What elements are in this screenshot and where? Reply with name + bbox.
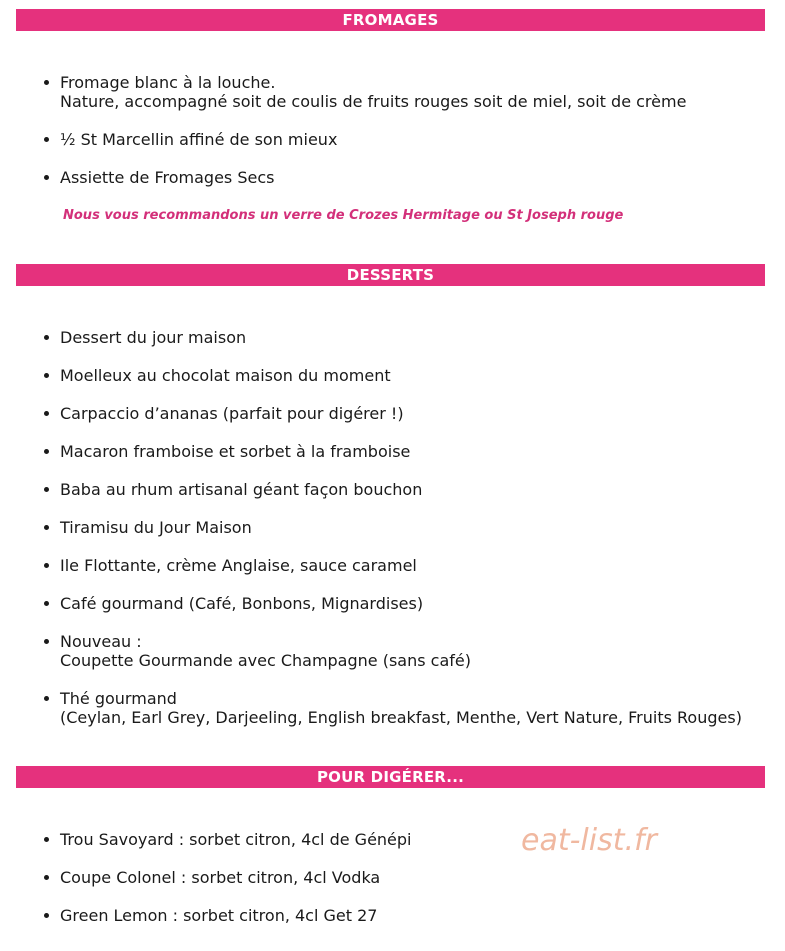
section-header-pour-digerer: POUR DIGÉRER... <box>16 766 765 788</box>
bullet-icon <box>44 449 49 454</box>
bullet-icon <box>44 487 49 492</box>
item-line: Carpaccio d’ananas (parfait pour digérer !) <box>60 404 404 423</box>
item-line: Tiramisu du Jour Maison <box>60 518 252 537</box>
item-line: Nouveau : <box>60 632 142 651</box>
list-item <box>60 442 780 461</box>
list-item <box>60 404 780 423</box>
item-line: Baba au rhum artisanal géant façon bouchon <box>60 480 423 499</box>
item-line: Green Lemon : sorbet citron, 4cl Get 27 <box>60 906 378 925</box>
item-line: Coupette Gourmande avec Champagne (sans café) <box>60 651 471 670</box>
item-line: (Ceylan, Earl Grey, Darjeeling, English breakfast, Menthe, Vert Nature, Fruits Rouges) <box>60 708 742 727</box>
list-item <box>60 830 780 849</box>
bullet-icon <box>44 137 49 142</box>
bullet-icon <box>44 875 49 880</box>
item-line: Trou Savoyard : sorbet citron, 4cl de Génépi <box>60 830 412 849</box>
list-item <box>60 632 780 670</box>
list-item <box>60 906 780 925</box>
bullet-icon <box>44 411 49 416</box>
watermark-logo: eat-list.fr <box>521 823 657 858</box>
item-line: Moelleux au chocolat maison du moment <box>60 366 391 385</box>
list-item <box>60 328 780 347</box>
list-item <box>60 518 780 537</box>
item-line: Nature, accompagné soit de coulis de fruits rouges soit de miel, soit de crème <box>60 92 687 111</box>
bullet-icon <box>44 175 49 180</box>
wine-recommendation: Nous vous recommandons un verre de Crozes Hermitage ou St Joseph rouge <box>63 208 624 223</box>
item-line: Coupe Colonel : sorbet citron, 4cl Vodka <box>60 868 381 887</box>
bullet-icon <box>44 525 49 530</box>
item-line: Fromage blanc à la louche. <box>60 73 276 92</box>
bullet-icon <box>44 696 49 701</box>
list-item <box>60 73 780 111</box>
list-item <box>60 168 780 187</box>
list-item <box>60 594 780 613</box>
list-item <box>60 366 780 385</box>
list-item <box>60 556 780 575</box>
bullet-icon <box>44 601 49 606</box>
bullet-icon <box>44 335 49 340</box>
section-header-desserts: DESSERTS <box>16 264 765 286</box>
item-line: Thé gourmand <box>60 689 177 708</box>
item-line: Dessert du jour maison <box>60 328 247 347</box>
list-item <box>60 130 780 149</box>
bullet-icon <box>44 80 49 85</box>
section-header-fromages: FROMAGES <box>16 9 765 31</box>
item-line: Ile Flottante, crème Anglaise, sauce caramel <box>60 556 417 575</box>
bullet-icon <box>44 373 49 378</box>
item-line: Macaron framboise et sorbet à la framboise <box>60 442 411 461</box>
item-line: Café gourmand (Café, Bonbons, Mignardises) <box>60 594 424 613</box>
bullet-icon <box>44 563 49 568</box>
bullet-icon <box>44 913 49 918</box>
bullet-icon <box>44 639 49 644</box>
list-item <box>60 868 780 887</box>
bullet-icon <box>44 837 49 842</box>
list-item <box>60 689 780 727</box>
list-item <box>60 480 780 499</box>
item-line: Assiette de Fromages Secs <box>60 168 275 187</box>
item-line: ½ St Marcellin affiné de son mieux <box>60 130 338 149</box>
